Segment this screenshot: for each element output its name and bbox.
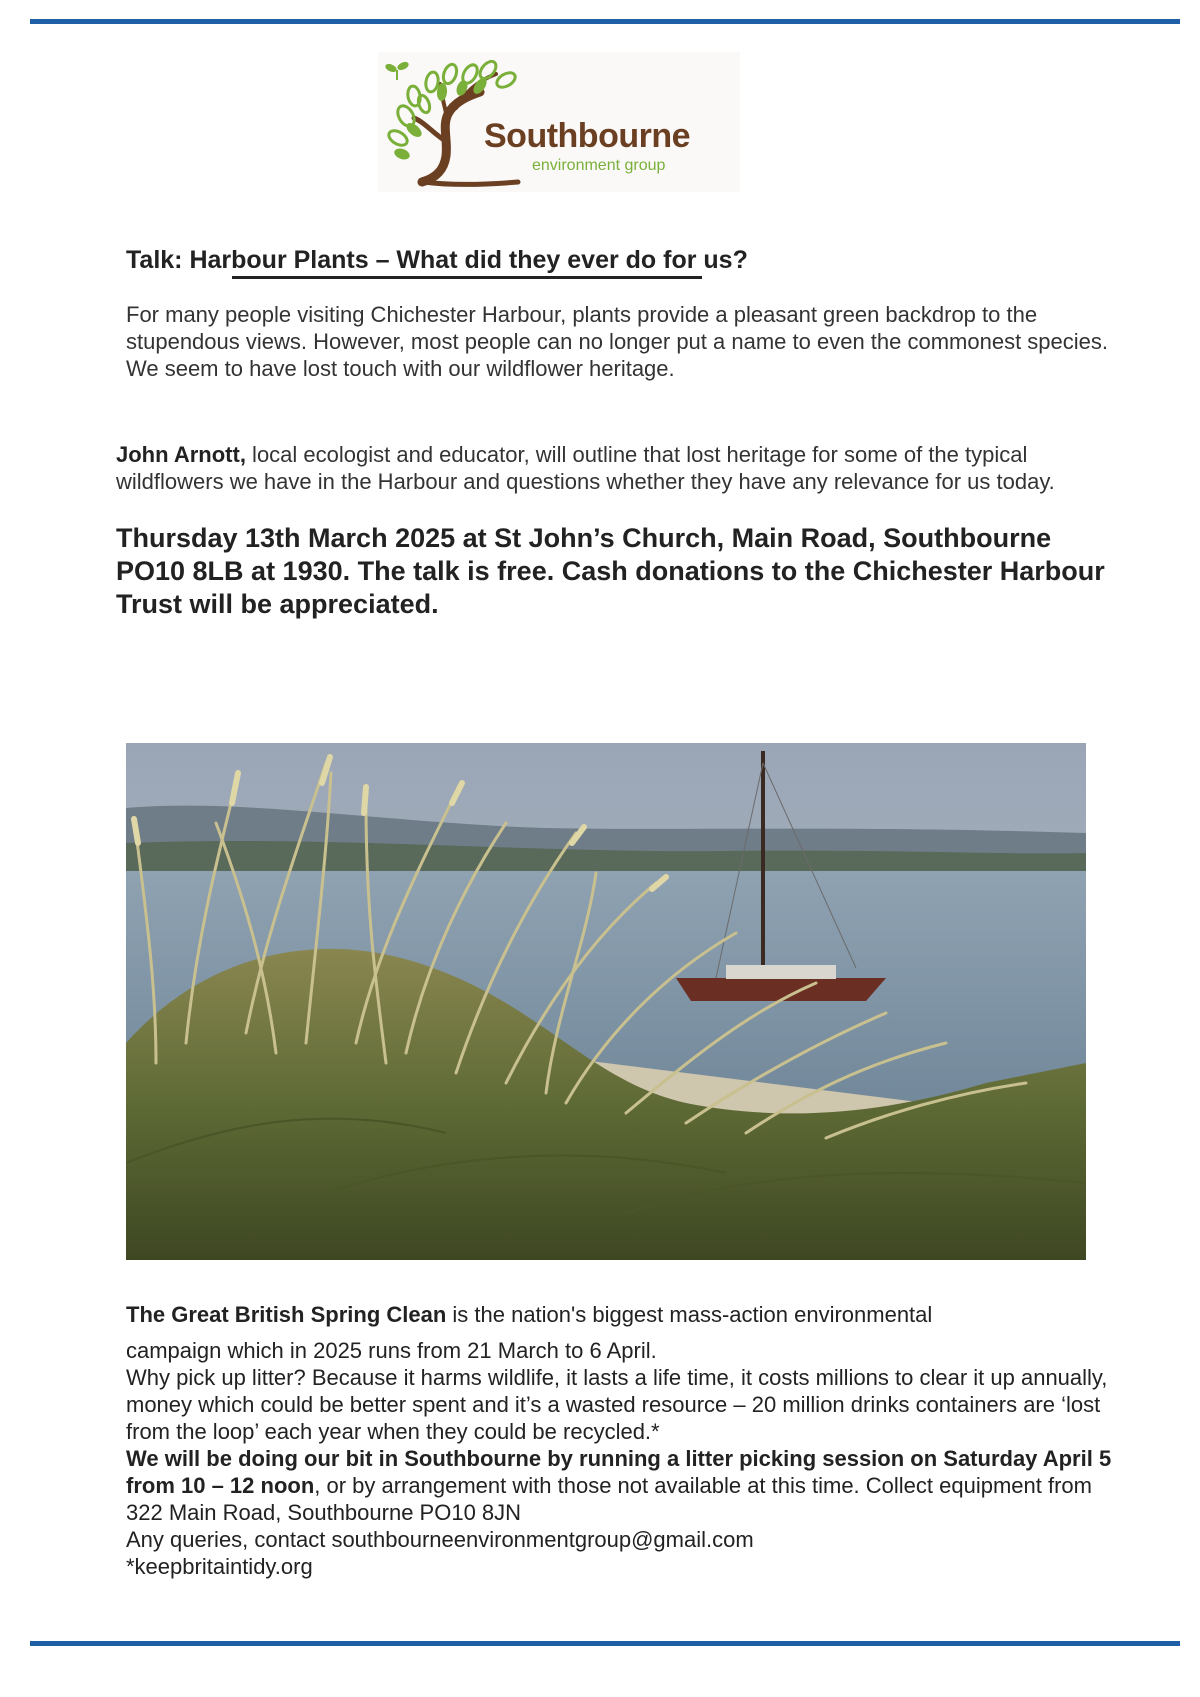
sprout-icon bbox=[384, 60, 410, 80]
spring-clean-intro: is the nation's biggest mass-action environmental bbox=[446, 1302, 933, 1327]
talk-title: Talk: Harbour Plants – What did they ever do for us? bbox=[126, 246, 748, 274]
speaker-text: local ecologist and educator, will outline that lost heritage for some of the typical wildflowers we have in the Harbour and questions whether they have any relevance for us today. bbox=[116, 442, 1055, 494]
litter-session bbox=[126, 1445, 1126, 1526]
contact-line: Any queries, contact southbourneenvironmentgroup@gmail.com bbox=[126, 1527, 754, 1552]
spring-clean-section bbox=[126, 1301, 1126, 1580]
talk-intro: For many people visiting Chichester Harbour, plants provide a pleasant green backdrop to the stupendous views. However, most people can no longer put a name to even the commonest species. We seem to have lost touch with our wildflower heritage. bbox=[126, 302, 1109, 381]
top-rule bbox=[30, 19, 1180, 24]
litter-session-bold: We will be doing our bit in Southbourne by running a litter picking session on Saturday April 5 from 10 – 12 noon bbox=[126, 1446, 1112, 1498]
speaker-name: John Arnott, bbox=[116, 442, 246, 467]
title-underline bbox=[232, 276, 702, 279]
harbour-photo bbox=[126, 743, 1086, 1260]
event-details: Thursday 13th March 2025 at St John’s Church, Main Road, Southbourne PO10 8LB at 1930. The talk is free. Cash donations to the Chichester Harbour Trust will be appreciated. bbox=[116, 523, 1105, 619]
spring-clean-name: The Great British Spring Clean bbox=[126, 1302, 447, 1327]
logo-name: Southbourne bbox=[484, 117, 691, 155]
logo bbox=[378, 52, 740, 192]
spring-clean-line1 bbox=[126, 1301, 1126, 1328]
why-pick-litter: Why pick up litter? Because it harms wildlife, it lasts a life time, it costs millions to clear it up annually, money which could be better spent and it’s a wasted resource – 20 million drinks containers are ‘lost from the loop’ each year when they could be recycled.* bbox=[126, 1365, 1108, 1444]
bottom-rule bbox=[30, 1641, 1180, 1646]
harbour-grass-image bbox=[126, 743, 1086, 1260]
litter-session-rest: , or by arrangement with those not available at this time. Collect equipment from 322 Main Road, Southbourne PO10 8JN bbox=[126, 1473, 1092, 1525]
footnote: *keepbritaintidy.org bbox=[126, 1554, 313, 1579]
speaker-paragraph bbox=[116, 441, 1116, 495]
spring-clean-dates: campaign which in 2025 runs from 21 March to 6 April. bbox=[126, 1338, 657, 1363]
logo-subtitle: environment group bbox=[532, 157, 666, 174]
